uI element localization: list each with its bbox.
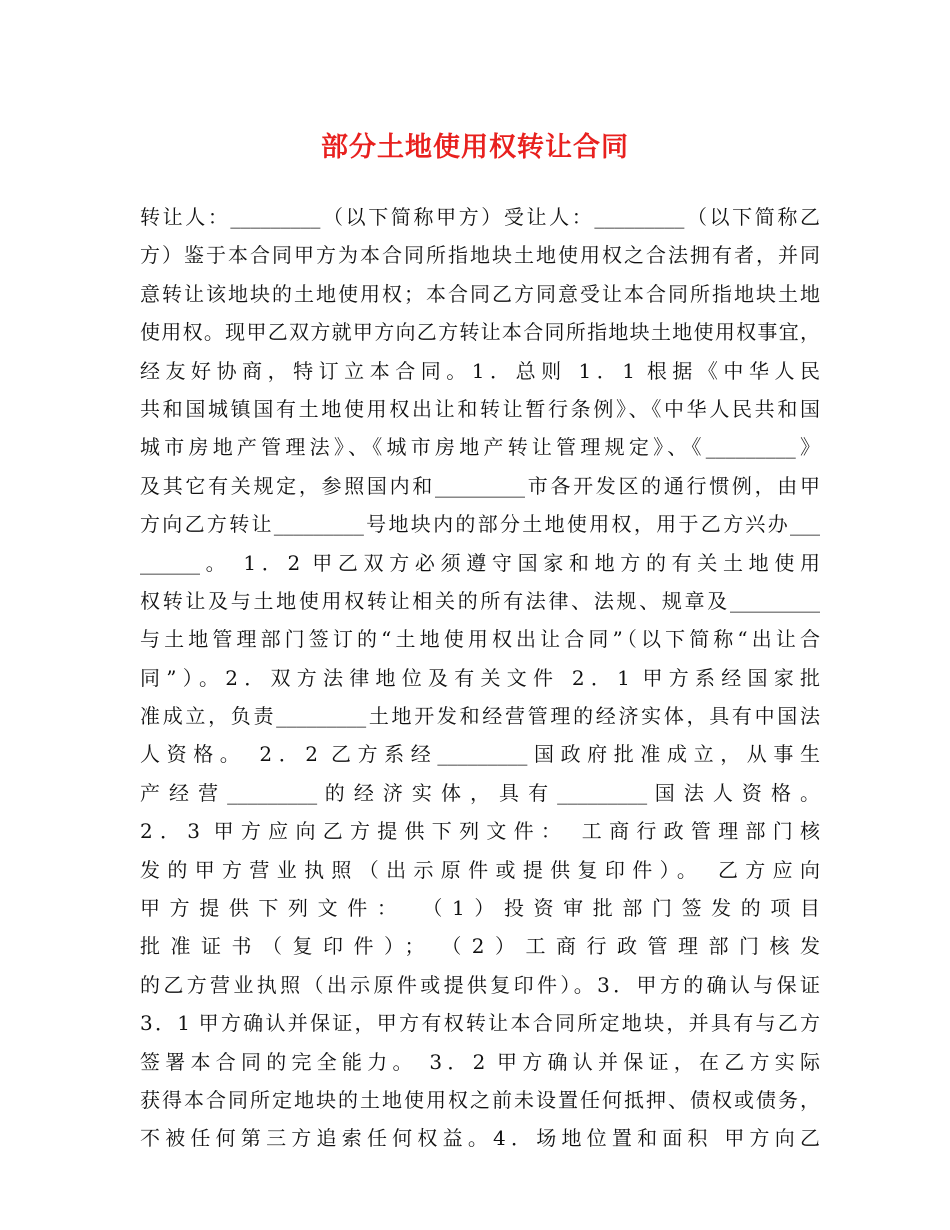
document-title: 部分土地使用权转让合同 bbox=[321, 132, 629, 163]
body-line: 的乙方营业执照（出示原件或提供复印件）。3．甲方的确认与保证 bbox=[140, 972, 820, 997]
body-line: 准成立，负责_________土地开发和经营管理的经济实体，具有中国法 bbox=[140, 704, 820, 729]
body-line: 签署本合同的完全能力。 3．2 甲方确认并保证，在乙方实际 bbox=[140, 1049, 820, 1074]
contract-body bbox=[140, 198, 820, 1158]
body-line: 产 经 营 _________ 的 经 济 实 体 ， 具 有 _________ 国 法 人 资 格 。 bbox=[140, 780, 820, 805]
body-line: 方）鉴于本合同甲方为本合同所指地块土地使用权之合法拥有者，并同 bbox=[140, 243, 820, 268]
body-line: 共和国城镇国有土地使用权出让和转让暂行条例》、《中华人民共和国 bbox=[140, 396, 820, 421]
body-line: 3．1 甲方确认并保证，甲方有权转让本合同所定地块，并具有与乙方 bbox=[140, 1011, 820, 1036]
body-line: 甲方提供下列文件： （1）投资审批部门签发的项目 bbox=[140, 896, 820, 921]
body-line: 同”）。2．双方法律地位及有关文件 2．1 甲方系经国家批 bbox=[140, 665, 820, 690]
body-line: 2．3 甲方应向乙方提供下列文件： 工商行政管理部门核 bbox=[140, 819, 820, 844]
body-line: 经友好协商，特订立本合同。1．总则 1．1 根据《中华人民 bbox=[140, 358, 820, 383]
body-line: ______。 1．2 甲乙双方必须遵守国家和地方的有关土地使用 bbox=[140, 550, 820, 575]
body-line: 发的甲方营业执照（出示原件或提供复印件）。 乙方应向 bbox=[140, 857, 820, 882]
body-line: 城市房地产管理法》、《城市房地产转让管理规定》、《_________》 bbox=[140, 435, 820, 460]
body-line: 权转让及与土地使用权转让相关的所有法律、法规、规章及_________ bbox=[140, 588, 820, 613]
body-line: 转让人：_________（以下简称甲方）受让人：_________（以下简称乙 bbox=[140, 205, 820, 229]
body-line: 人资格。 2．2 乙方系经_________国政府批准成立，从事生 bbox=[140, 742, 820, 767]
body-line: 使用权。现甲乙双方就甲方向乙方转让本合同所指地块土地使用权事宜， bbox=[140, 320, 820, 345]
body-line: 不被任何第三方追索任何权益。4．场地位置和面积 甲方向乙 bbox=[140, 1126, 820, 1151]
body-line: 批准证书（复印件）； （2）工商行政管理部门核发 bbox=[140, 934, 820, 959]
body-line: 获得本合同所定地块的土地使用权之前未设置任何抵押、债权或债务， bbox=[140, 1087, 820, 1112]
body-line: 方向乙方转让_________号地块内的部分土地使用权，用于乙方兴办___ bbox=[140, 512, 820, 537]
body-line: 及其它有关规定，参照国内和_________市各开发区的通行惯例，由甲 bbox=[140, 473, 820, 498]
body-line: 与土地管理部门签订的“土地使用权出让合同”（以下简称“出让合 bbox=[140, 627, 820, 652]
body-line: 意转让该地块的土地使用权；本合同乙方同意受让本合同所指地块土地 bbox=[140, 281, 820, 306]
